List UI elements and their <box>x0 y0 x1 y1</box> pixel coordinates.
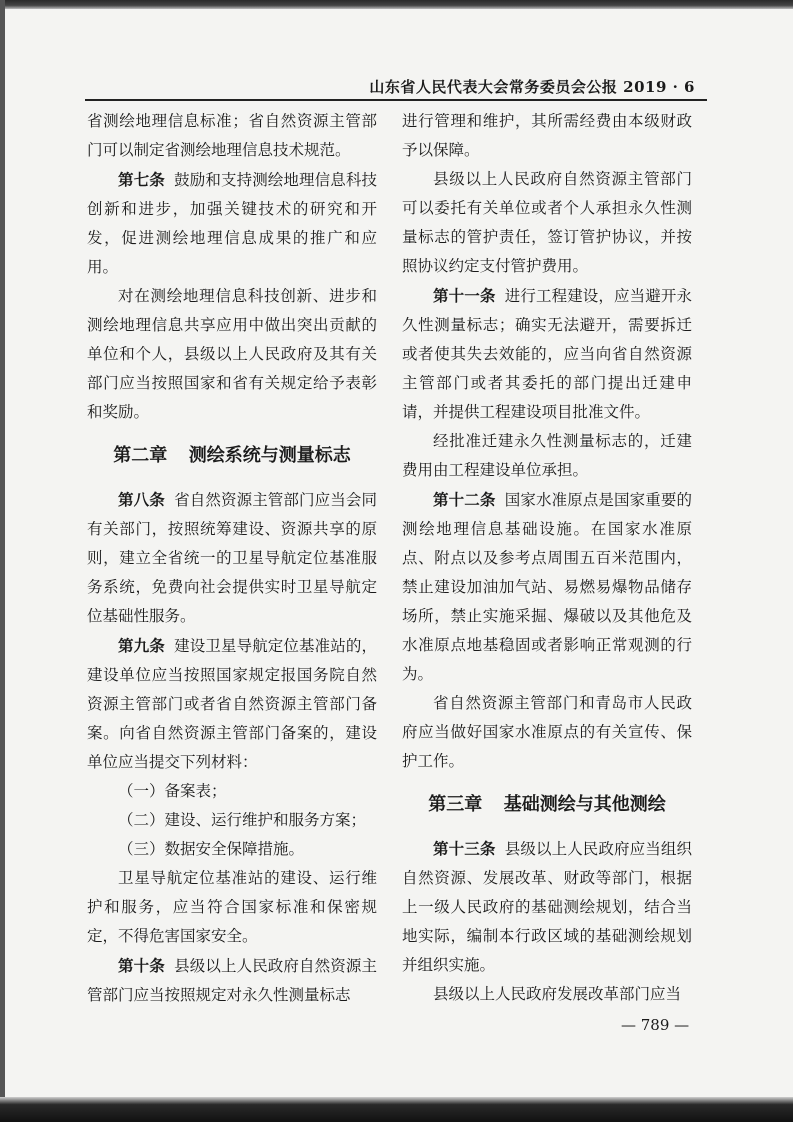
paragraph: 经批准迁建永久性测量标志的，迁建费用由工程建设单位承担。 <box>402 432 692 479</box>
article-label: 第七条 <box>118 170 165 189</box>
chapter-title: 基础测绘与其他测绘 <box>503 794 666 815</box>
article-8 <box>87 485 377 631</box>
paragraph: 县级以上人民政府发展改革部门应当 <box>433 985 682 1003</box>
article-text: 建设卫星导航定位基准站的，建设单位应当按照国家规定报国务院自然资源主管部门或者省自然资源主管部门备案。向省自然资源主管部门备案的，建设单位应当提交下列材料： <box>87 637 377 771</box>
paragraph: 对在测绘地理信息科技创新、进步和测绘地理信息共享应用中做出突出贡献的单位和个人，县级以上人民政府及其有关部门应当按照国家和省有关规定给予表彰和奖励。 <box>87 287 377 421</box>
chapter-title: 测绘系统与测量标志 <box>188 445 351 466</box>
scan-bottom-edge <box>0 1097 793 1122</box>
list-item: （二）建设、运行维护和服务方案； <box>118 811 367 829</box>
article-label: 第十三条 <box>433 839 496 858</box>
article-text: 省自然资源主管部门应当会同有关部门，按照统筹建设、资源共享的原则，建立全省统一的卫星导航定位基准服务系统，免费向社会提供实时卫星导航定位基础性服务。 <box>87 491 377 625</box>
scan-top-edge <box>0 0 793 9</box>
list-item: （三）数据安全保障措施。 <box>118 840 305 858</box>
paragraph: 省自然资源主管部门和青岛市人民政府应当做好国家水准原点的有关宣传、保护工作。 <box>402 694 692 770</box>
header-rule <box>85 99 707 101</box>
right-column <box>402 107 692 1009</box>
paragraph: 省测绘地理信息标准；省自然资源主管部门可以制定省测绘地理信息技术规范。 <box>87 112 377 159</box>
list-item: （一）备案表； <box>118 782 227 800</box>
paragraph: 县级以上人民政府自然资源主管部门可以委托有关单位或者个人承担永久性测量标志的管护责任，签订管护协议，并按照协议约定支付管护费用。 <box>402 170 692 275</box>
article-label: 第九条 <box>118 636 165 655</box>
chapter-number: 第二章 <box>113 445 168 466</box>
article-text: 国家水准原点是国家重要的测绘地理信息基础设施。在国家水准原点、附点以及参考点周围五百米范围内，禁止建设加油加气站、易燃易爆物品储存场所，禁止实施采掘、爆破以及其他危及水准原点地基稳固或者影响正常观测的行为。 <box>402 491 692 683</box>
scan-left-edge <box>0 0 5 1122</box>
article-text: 鼓励和支持测绘地理信息科技创新和进步，加强关键技术的研究和开发，促进测绘地理信息成果的推广和应用。 <box>87 171 377 276</box>
article-9 <box>87 631 377 777</box>
article-label: 第十二条 <box>433 490 496 509</box>
paragraph: 进行管理和维护，其所需经费由本级财政予以保障。 <box>402 112 692 159</box>
article-label: 第十一条 <box>433 286 496 305</box>
article-text: 进行工程建设，应当避开永久性测量标志；确实无法避开，需要拆迁或者使其失去效能的，应当向省自然资源主管部门或者其委托的部门提出迁建申请，并提供工程建设项目批准文件。 <box>402 287 692 421</box>
article-10 <box>87 951 377 1010</box>
article-label: 第十条 <box>118 956 165 975</box>
article-11 <box>402 281 692 427</box>
article-13 <box>402 834 692 980</box>
chapter-number: 第三章 <box>428 794 483 815</box>
article-12 <box>402 485 692 689</box>
paragraph: 卫星导航定位基准站的建设、运行维护和服务，应当符合国家标准和保密规定，不得危害国家安全。 <box>87 869 377 945</box>
chapter-heading <box>402 776 692 834</box>
page-number: — 789 — <box>621 1016 690 1034</box>
article-text: 县级以上人民政府自然资源主管部门应当按照规定对永久性测量标志 <box>87 957 377 1004</box>
chapter-heading <box>87 427 377 485</box>
article-text: 县级以上人民政府应当组织自然资源、发展改革、财政等部门，根据上一级人民政府的基础测绘规划，结合当地实际，编制本行政区域的基础测绘规划并组织实施。 <box>402 840 692 974</box>
running-header: 山东省人民代表大会常务委员会公报 2019 · 6 <box>369 78 695 96</box>
article-7 <box>87 165 377 282</box>
left-column <box>87 107 377 1010</box>
article-label: 第八条 <box>118 490 165 509</box>
